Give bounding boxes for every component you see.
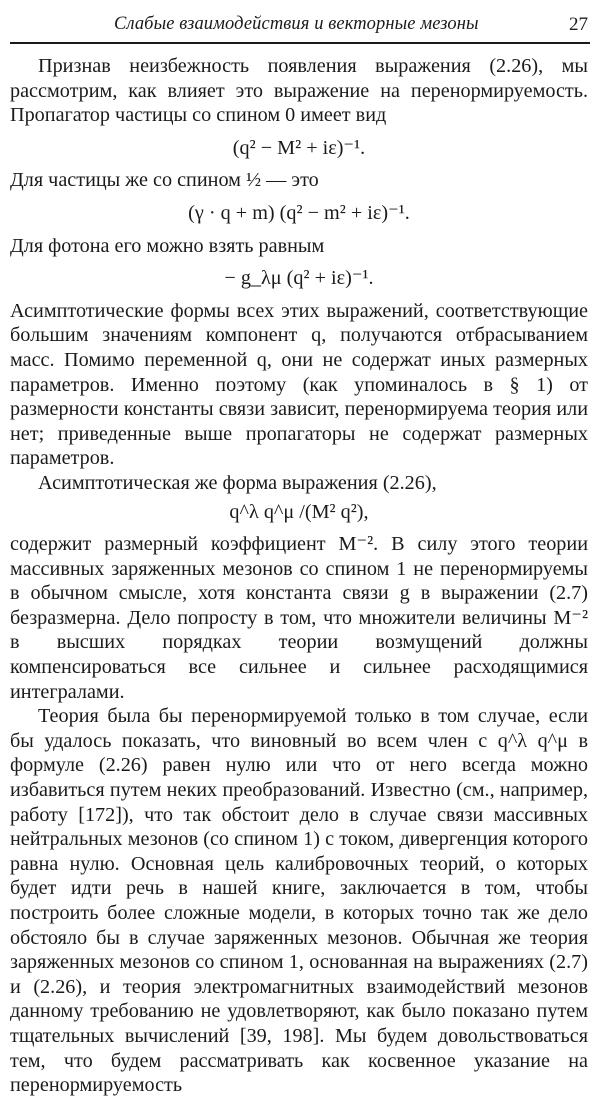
- paragraph-1: Признав неизбежность появления выражения (2.26), мы рассмотрим, как влияет это выражение на перенормируемость. Пропагатор частицы со спином 0 имеет вид: [10, 55, 588, 127]
- formula-asymptotic: q^λ q^μ /(M² q²),: [229, 500, 369, 523]
- page-number: 27: [569, 14, 588, 35]
- paragraph-6: содержит размерный коэффициент M⁻². В силу этого теории массивных заряженных мезонов со спином 1 не перенормируемы в обычном смысле, хотя константа связи g в выражении (2.7) безразмерна. Дело попросту в том, что множители величины M⁻² в высших порядках теории возмущений должны компенсироваться все сильнее и сильнее расходящимися интегралами.: [10, 533, 588, 703]
- formula-spinor-propagator: (γ · q + m) (q² − m² + iε)⁻¹.: [188, 201, 410, 224]
- page-header: [10, 14, 590, 40]
- paragraph-3: Для фотона его можно взять равным: [10, 234, 325, 257]
- formula-scalar-propagator: (q² − M² + iε)⁻¹.: [232, 136, 366, 159]
- header-rule: [10, 42, 590, 44]
- paragraph-5: Асимптотическая же форма выражения (2.26),: [38, 471, 437, 494]
- paragraph-7: Теория была бы перенормируемой только в том случае, если бы удалось показать, что виновный во всем член с q^λ q^μ в формуле (2.26) равен нулю или что от него всегда можно избавиться путем неких преобразований. Известно (см., например, работу [172]), что так обстоит дело в случае связи массивных нейтральных мезонов (со спином 1) с током, дивергенция которого равна нулю. Основная цель калибровочных теорий, о которых будет идти речь в нашей книге, заключается в том, чтобы построить более сложные модели, в которых точно так же дело обстояло бы в случае заряженных мезонов. Обычная же теория заряженных мезонов со спином 1, основанная на выражениях (2.7) и (2.26), и теория электромагнитных взаимодействий мезонов данному требованию не удовлетворяют, как было показано путем тщательных вычислений [39, 198]. Мы будем довольствоваться тем, что будем рассматривать как косвенное указание на перенормируемость: [10, 705, 588, 1097]
- paragraph-2: Для частицы же со спином ½ — это: [10, 169, 319, 192]
- formula-photon-propagator: − g_λμ (q² + iε)⁻¹.: [224, 267, 374, 290]
- running-title: Слабые взаимодействия и векторные мезоны: [114, 14, 479, 34]
- paragraph-4: Асимптотические формы всех этих выражений, соответствующие большим значениям компонент q, получаются отбрасыванием масс. Помимо переменной q, они не содержат иных размерных параметров. Именно поэтому (как упоминалось в § 1) от размерности константы связи зависит, перенормируема теория или нет; приведенные выше пропагаторы не содержат размерных параметров.: [10, 299, 588, 470]
- page-body: [10, 54, 588, 1098]
